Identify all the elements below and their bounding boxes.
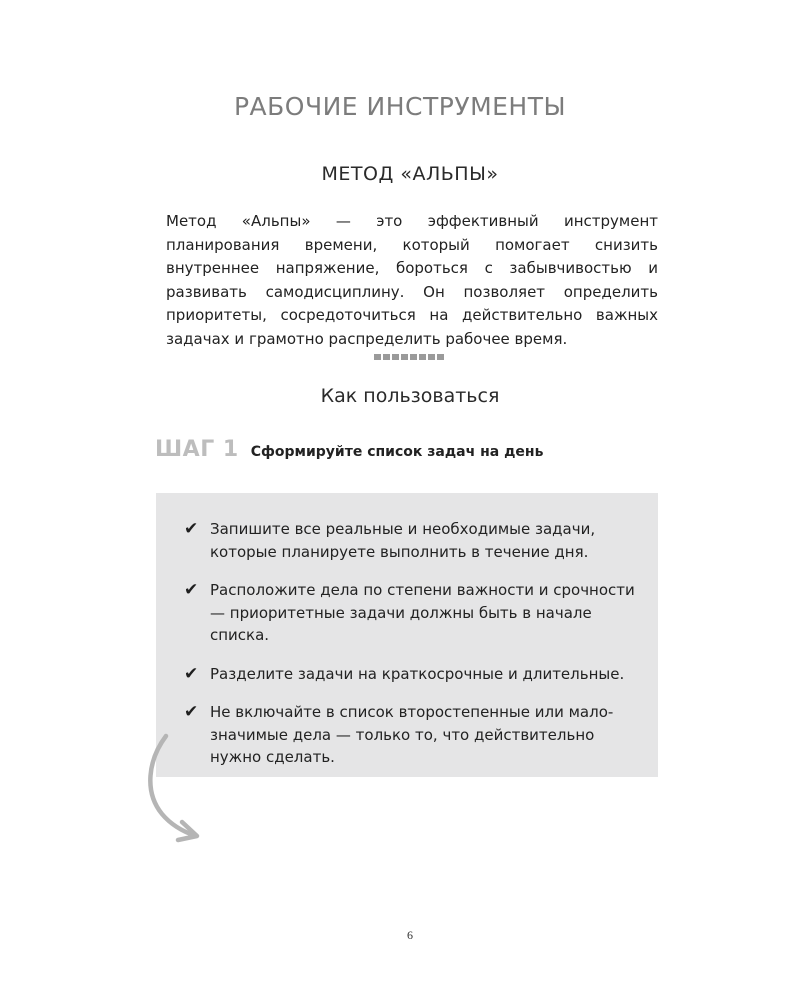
checklist-item: [184, 518, 636, 563]
checklist-item-text: Не включайте в список второстепенные или малозначимые дела — только то, что действительно нужно сделать.: [210, 703, 614, 766]
divider-dot: [428, 354, 435, 360]
checklist-item: [184, 663, 636, 686]
step-title: Сформируйте список задач на день: [250, 444, 544, 460]
checklist-item-text: Запишите все реальные и необходимые задачи, которые планируете выполнить в течение дня.: [210, 520, 596, 561]
curved-arrow-icon: [140, 730, 220, 850]
section-divider: [374, 354, 444, 360]
divider-dot: [383, 354, 390, 360]
checklist-item-text: Разделите задачи на краткосрочные и длительные.: [210, 664, 625, 683]
divider-dot: [419, 354, 426, 360]
divider-dot: [437, 354, 444, 360]
check-mark-icon: ✔: [184, 519, 199, 538]
howto-heading: Как пользоваться: [320, 385, 500, 407]
check-mark-icon: ✔: [184, 663, 199, 683]
section-title: МЕТОД «АЛЬПЫ»: [321, 163, 499, 185]
divider-dot: [410, 354, 417, 360]
divider-dot: [401, 354, 408, 360]
step-label: ШАГ 1: [155, 437, 239, 462]
page-number: 6: [407, 928, 413, 942]
divider-dot: [392, 354, 399, 360]
step-heading: [155, 437, 543, 462]
page-title: РАБОЧИЕ ИНСТРУМЕНТЫ: [233, 92, 567, 121]
checklist-item: [184, 701, 636, 769]
check-mark-icon: ✔: [184, 580, 199, 599]
checklist-item-text: Расположите дела по степени важности и срочности — приоритетные задачи должны быть в начале списка.: [210, 581, 635, 644]
divider-dot: [374, 354, 381, 360]
checklist-item: [184, 579, 636, 647]
check-mark-icon: ✔: [184, 702, 199, 721]
intro-paragraph: Метод «Альпы» — это эффективный инструмент планирования времени, который помогает снизить внутреннее напряжение, бороться с забывчивостью и развивать самодисциплину. Он позволяет определить приоритеты, сосредоточиться на действительно важных задачах и грамотно распределить рабочее время.: [166, 212, 658, 348]
checklist: [184, 518, 636, 785]
